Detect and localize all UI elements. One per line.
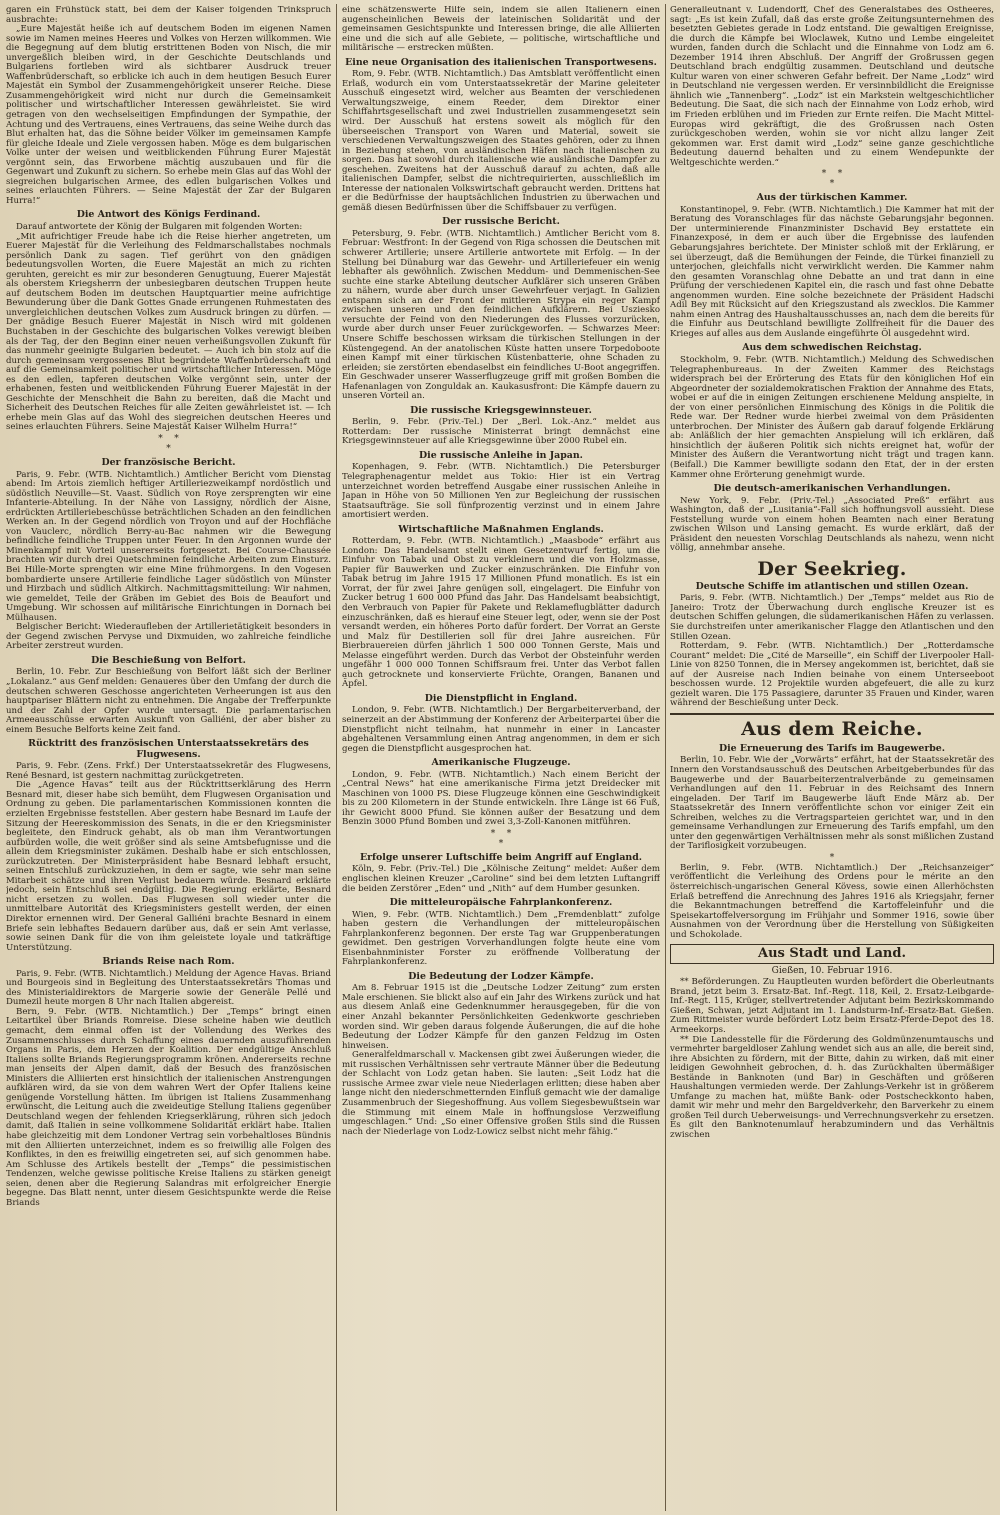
article-paragraph: Rotterdam, 9. Febr. (WTB. Nichtamtlich.) Der „Rotterdamsche Courant“ meldet: Die „Cité de Marseille“, ein Schiff der Liverpooler Hall-Linie von 8250 Tonnen, die in Mersey angekommen ist, berichtet, daß sie auf der Ausreise nach Indien beinahe von einem Unterseeboot beschossen wurde. 12 Projektile wurden abgefeuert, die alle zu kurz gezielt waren. Die 175 Passagiere, darunter 35 Frauen und Kinder, waren während der Beschießung unter Deck. xyxy=(670,641,994,709)
article-paragraph: Rom, 9. Febr. (WTB. Nichtamtlich.) Das Amtsblatt veröffentlicht einen Erlaß, wodurch ein vom Unterstaatssekretär der Marine geleiteter Ausschuß eingesetzt wird, welcher aus Beamten der verschiedenen Verwaltungszweige, einem Reeder, dem Direktor einer Schiffahrtsgesellschaft und zwei Industriellen zusammengesetzt sein wird. Der Ausschuß hat erstens soweit als möglich für den überseeischen Transport von Waren und Material, soweit sie verschiedenen Verwaltungszweigen des Staates gehören, oder zu ihnen in Beziehung stehen, von ausländischen Häfen nach italienischen zu sorgen. Das hat sowohl durch italienische wie ausländische Dampfer zu geschehen. Zweitens hat der Ausschuß darauf zu achten, daß alle italienischen Dampfer, selbst die nichtrequirierten, ausschließlich im Interesse der nationalen Volkswirtschaft gebraucht werden. Drittens hat er die Bedürfnisse der hauptsächlichen Industrien zu überwachen und gemäß diesen Bedürfnissen über die Schiffsbauer zu verfügen. xyxy=(342,69,660,213)
headline: Wirtschaftliche Maßnahmen Englands. xyxy=(398,523,604,535)
article-paragraph: Berlin, 10. Febr. Zur Beschießung von Belfort läßt sich der Berliner „Lokalanz.“ aus Genf melden: Genaueres über den Umfang der durch die deutschen schweren Geschosse angerichteten Verheerungen ist aus den hauptpariser Blättern nicht zu entnehmen. Die Angabe der Trefferpunkte und der Zahl der Opfer wurde untersagt. Die parlamentarischen Armeeausschüsse erwarten Auskunft von Galliéni, der aber bisher zu einem Besuche Belforts keine Zeit fand. xyxy=(6,667,331,735)
article-paragraph: garen ein Frühstück statt, bei dem der Kaiser folgenden Trinkspruch ausbrachte: xyxy=(6,6,331,25)
article-paragraph: New York, 9. Febr. (Priv.-Tel.) „Associated Preß“ erfährt aus Washington, daß der „Lusitania“-Fall sich hoffnungsvoll aussieht. Diese Feststellung wurde von einem hohen Beamten nach einer Beratung zwischen Wilson und Lansing gemacht. Es wurde erklärt, daß der Präsident den neuesten Vorschlag Deutschlands als nahezu, wenn nicht völlig, annehmbar ansehe. xyxy=(670,495,994,554)
headline: Briands Reise nach Rom. xyxy=(102,956,235,968)
separator-stars: * * * xyxy=(821,169,843,190)
article-paragraph: Stockholm, 9. Febr. (WTB. Nichtamtlich.) Meldung des Schwedischen Telegraphenbureaus. In der Zweiten Kammer des Reichstags widersprach bei der Erörterung des Etats für den königlichen Hof ein Abgeordneter der sozialdemokratischen Fraktion der Annahme des Etats, wobei er auf die in einigen Zeitungen erschienene Meldung anspielte, in der von einer persönlichen Einmischung des Königs in die Politik die Rede war. Der Redner wurde hierbei zweimal von dem Präsidenten unterbrochen. Der Minister des Äußern gab darauf folgende Erklärung ab: Anläßlich der hier gemachten Anspielung will ich erklären, daß hinsichtlich der äußeren Politik sich nichts ereignet hat, wofür der Minister des Äußern die Verantwortung nicht trägt und tragen kann. (Beifall.) Die Kammer bewilligte sodann den Etat, der in der ersten Kammer ohne Erörterung genehmigt wurde. xyxy=(670,354,994,480)
article-paragraph: Wien, 9. Febr. (WTB. Nichtamtlich.) Dem „Fremdenblatt“ zufolge haben gestern die Verhandlungen der mitteleuropäischen Fahrplankonferenz begonnen. Der erste Tag war Gruppenberatungen gewidmet. Den gestrigen Vorverhandlungen folgte heute eine vom Eisenbahnminister Forster zu eröffnende Vollberatung der Fahrplankonferenz. xyxy=(342,909,660,968)
column-right xyxy=(670,6,994,1511)
article-paragraph: London, 9. Febr. (WTB. Nichtamtlich.) Der Bergarbeiterverband, der seinerzeit an der Abstimmung der Konferenz der Arbeiterpartei über die Dienstpflicht nicht teilnahm, hat nunmehr in einer in Lancaster abgehaltenen Versammlung einen Antrag angenommen, in dem er sich gegen die Dienstpflicht ausgesprochen hat. xyxy=(342,705,660,754)
headline: Die Antwort des Königs Ferdinand. xyxy=(76,209,261,221)
headline: Die Bedeutung der Lodzer Kämpfe. xyxy=(408,970,594,982)
separator-stars: * * * xyxy=(490,828,512,849)
article-paragraph: Darauf antwortete der König der Bulgaren mit folgenden Worten: xyxy=(16,221,303,232)
article-paragraph: Paris, 9. Febr. (Zens. Frkf.) Der Unterstaatssekretär des Flugwesens, René Besnard, ist gestern nachmittag zurückgetreten. xyxy=(6,761,331,781)
article-paragraph: London, 9. Febr. (WTB. Nichtamtlich.) Nach einem Bericht der „Central News“ hat eine amerikanische Firma jetzt Dreidecker mit Maschinen von 1000 PS. Diese Flugzeuge können eine Geschwindigkeit bis zu 200 Kilometern in der Stunde entwickeln. Ihre Länge ist 66 Fuß, ihr Gewicht 8000 Pfund. Sie können außer der Besatzung und dem Benzin 3000 Pfund Bomben und zwei 3,3-Zoll-Kanonen mitführen. xyxy=(342,769,660,828)
article-paragraph: „Mit aufrichtiger Freude habe ich die Reise hierher angetreten, um Euerer Majestät für die Verleihung des Feldmarschallstabes nochmals persönlich Dank zu sagen. Tief gerührt von den gnädigen bedeutungsvollen Worten, die Euere Majestät an mich zu richten geruhten, gereicht es mir zur besonderen Genugtuung, Euerer Majestät als oberstem Kriegsherrn der unbesiegbaren deutschen Truppen heute auf deutschem Boden im deutschen Hauptquartier meine aufrichtige Bewunderung über die Dank Gottes Gnade errungenen Ruhmestaten des unvergleichlichen deutschen Volkes zum Ausdruck bringen zu dürfen. — Der gnädige Besuch Euerer Majestät in Nisch wird mit goldenen Buchstaben in der Geschichte des bulgarischen Volkes verewigt bleiben als der Tag, der den Beginn einer neuen verheißungsvollen Zukunft für das nunmehr geeinigte Bulgarien bedeutet. — Auch ich bin stolz auf die durch gemeinsam vergossenes Blut begründete Waffenbrüderschaft und auf die Gemeinsamkeit politischer und wirtschaftlicher Interessen. Möge es den edlen, tapferen deutschen Volke vergönnt sein, unter der erhabenen, festen und weitblickenden Führung Euerer Majestät in der Geschichte der Menschheit die Bahn zu bereiten, daß die Macht und Sicherheit des Deutschen Reiches für alle Zeiten gewährleistet ist. — Ich erhebe mein Glas auf das Wohl des siegreichen deutschen Heeres und seines erlauchten Führers. Seine Majestät Kaiser Wilhelm Hurra!“ xyxy=(6,231,331,433)
article-paragraph: ** Die Landesstelle für die Förderung des Goldmünzenumtauschs und vermehrter bargeldloser Zahlung wendet sich aus an alle, die bereit sind, ihre Absichten zu fördern, mit der Bitte, dahin zu wirken, daß mit einer leidigen Gewohnheit gebrochen, d. h. das Zurückhalten übermäßiger Bestände in Banknoten (und Bar) in Geschäften und größeren Haushaltungen vermieden werde. Der Zahlungs-Verkehr ist in größerem Umfange zu machen hat, müßte Bank- oder Postscheckkonto haben, damit wir mehr und mehr den Bargeldverkehr, den Barverkehr zu einem großen Teil durch Ueberweisungs- und Verrechnungsverkehr zu ersetzen. Es gilt den Banknotenumlauf herabzumindern und das Verhältnis zwischen xyxy=(670,1034,994,1140)
article-paragraph: Berlin, 9. Febr. (WTB. Nichtamtlich.) Der „Reichsanzeiger“ veröffentlicht die Verleihung des Ordens pour le mérite an den österreichisch-ungarischen General Kövess, sowie einen Allerhöchsten Erlaß betreffend die Anrechnung des Jahres 1916 als Kriegsjahr, ferner die Bekanntmachungen betreffend die Kartoffeleinfuhr und die Speisekartoffelversorgung im Frühjahr und Sommer 1916, sowie über Ausnahmen von der Verordnung über die Herstellung von Süßigkeiten und Schokolade. xyxy=(670,862,994,940)
headline: Die mitteleuropäische Fahrplankonferenz. xyxy=(389,897,613,909)
article-paragraph: ** Beförderungen. Zu Hauptleuten wurden befördert die Oberleutnants Brand, jetzt beim 3. Ersatz-Bat. Inf.-Regt. 118, Keil, 2. Ersatz-Leibgarde-Inf.-Regt. 115, Krüger, stellvertretender Adjutant beim Bezirkskommando Gießen, Schwan, jetzt Adjutant im 1. Landsturm-Inf.-Ersatz-Bat. Gießen. Zum Rittmeister wurde befördert Lotz beim Ersatz-Pferde-Depot des 18. Armeekorps. xyxy=(670,977,994,1035)
headline: Eine neue Organisation des italienischen Transportwesens. xyxy=(345,56,657,68)
article-paragraph: eine schätzenswerte Hilfe sein, indem sie allen Italienern einen augenscheinlichen Beweis der lateinischen Solidarität und der gemeinsamen Gesichtspunkte und Interessen bringe, die alle Alliierten eine und die sich auf alle Gebiete, — politische, wirtschaftliche und militärische — erstrecken müßten. xyxy=(342,6,660,54)
headline: Die russische Anleihe in Japan. xyxy=(419,449,583,461)
article-paragraph: Paris, 9. Febr. (WTB. Nichtamtlich.) Der „Temps“ meldet aus Rio de Janeiro: Trotz der Überwachung durch englische Kreuzer ist es deutschen Schiffen gelungen, die südamerikanischen Häfen zu verlassen. Sie durchstreifen unter amerikanischer Flagge den Atlantischen und den Stillen Ozean. xyxy=(670,593,994,642)
article-paragraph: Generalleutnant v. Ludendorff, Chef des Generalstabes des Ostheeres, sagt: „Es ist kein Zufall, daß das erste große Zeitungsunternehmen des besetzten Gebietes gerade in Lodz entstand. Die gewaltigen Ereignisse, die durch die Kämpfe bei Wloclawek, Kutno und Lembe eingeleitet wurden, fanden durch die Schlacht und die Einnahme von Lodz am 6. Dezember 1914 ihren Abschluß. Der Angriff der Großrussen gegen Deutschland brach endgültig zusammen. Deutschland und deutsche Kultur waren von einer schweren Gefahr befreit. Der Name „Lodz“ wird in Deutschland nie vergessen werden. Er versinnbildlicht die Ereignisse ähnlich wie „Tannenberg“. „Lodz“ ist ein Markstein weltgeschichtlicher Bedeutung. Die Saat, die sich nach der Einnahme von Lodz erhob, wird im Frieden erblühen und im Frieden zur Ernte reifen. Die Macht Mittel-Europas wird gekräftigt, die des Großrussen nach Osten zurückgeschoben werden, wohin sie vor nicht allzu langer Zeit gekommen war. Erst damit wird „Lodz“ seine ganze geschichtliche Bedeutung dauernd behalten und zu einem Wendepunkte der Weltgeschichte werden.“ xyxy=(670,6,994,168)
section-heading-reich: Aus dem Reiche. xyxy=(670,713,994,740)
headline: Aus dem schwedischen Reichstag. xyxy=(742,342,922,354)
headline: Die Erneuerung des Tarifs im Baugewerbe. xyxy=(718,742,946,754)
article-paragraph: Konstantinopel, 9. Febr. (WTB. Nichtamtlich.) Die Kammer hat mit der Beratung des Voranschlages für das nächste Gebarungsjahr begonnen. Der unterminierende Finanzminister Dschavid Bey erstattete ein Finanzexposé, in dem er auch über die Ergebnisse des laufenden Gebarungsjahres berichtete. Der Minister schloß mit der Erklärung, er sei überzeugt, daß die Bemühungen der Feinde, die Türkei finanziell zu unterjochen, gleichfalls nicht verwirklicht werden. Die Kammer nahm den gesamten Voranschlag ohne Debatte an und trat dann in eine Prüfung der verschiedenen Kapitel ein, die rasch und fast ohne Debatte angenommen wurden. Eine solche bezeichnete der Präsident Hadschi Adil Bey mit Rücksicht auf den Kriegszustand als zwecklos. Die Kammer nahm einen Antrag des Haushaltausschusses an, nach dem die bereits für die Einfuhr aus Deutschland bewilligte Zollfreiheit für die Dauer des Krieges auf alles aus dem Auslande eingeführte Öl ausgedehnt wird. xyxy=(670,204,994,339)
dateline: Gießen, 10. Februar 1916. xyxy=(771,966,893,977)
column-middle xyxy=(342,6,660,1511)
article-paragraph: Paris, 9. Febr. (WTB. Nichtamtlich.) Meldung der Agence Havas. Briand und Bourgeois sind in Begleitung des Unterstaatssekretärs Thomas und des Ministerialdirektors de Margerie sowie der Generäle Pellé und Dumezil heute morgen 8 Uhr nach Italien abgereist. xyxy=(6,968,331,1008)
article-paragraph: Bern, 9. Febr. (WTB. Nichtamtlich.) Der „Temps“ bringt einen Leitartikel über Briands Romreise. Diese scheine haben wie deutlich gemacht, dem einmal offen ist der Vollendung des Werkes des Zusammenschlusses durch Schaffung eines dauernden auszuführenden Organs in Paris, dem Herzen der Koalition. Der endgültige Anschluß Italiens sollte Briands Regierungsprogramm krönen. Andererseits rechne man jenseits der Alpen damit, daß der Besuch des französischen Ministers die Alliierten erst hinsichtlich der italienischen Anstrengungen aufklären wird, da sie von dem wahren Wert der Opfer Italiens keine genügende Vorstellung hätten. Im übrigen ist Italiens Zusammenhang erwünscht, die Leitung auch die zweideutige Stellung Italiens gegenüber Deutschland wegen der fehlenden Kriegserklärung, rühren sich jedoch damit, daß Italien in seine vollkommene Solidarität erklärt habe. Italien habe gleichzeitig mit dem Londoner Vertrag sein vorbehaltloses Bündnis mit den Alliierten unterzeichnet, indem es so freiwillig alle Folgen des Konfliktes, in den es freiwillig eingetreten sei, auf sich genommen habe. Am Schlusse des Artikels bestellt der „Temps“ die pessimistischen Tendenzen, welche gewisse politische Kreise Italiens zu stärken geneigt seien, denen aber die Regierung Salandras mit erfolgreicher Energie begegne. Das Blatt nennt, unter diesem Gesichtspunkte werde die Reise Briands xyxy=(6,1006,331,1208)
headline: Die Beschießung von Belfort. xyxy=(91,654,246,666)
article-paragraph: Die „Agence Havas“ teilt aus der Rücktrittserklärung des Herrn Besnard mit, dieser habe sich bemüht, dem Flugwesen Organisation und Ordnung zu geben. Die parlamentarischen Kommissionen konnten die erzielten Ergebnisse feststellen. Aber gestern habe Besnard im Laufe der Sitzung der Heereskommission des Senats, in die er den Kriegsminister begleitete, den Eindruck gehabt, als ob man ihm Verantwortungen aufbürden wolle, die weit größer sind als seine Amtsbefugnisse und die allein dem Kriegsminister zukämen. Deshalb habe er sich entschlossen, zurückzutreten. Der Ministerpräsident habe Besnard lebhaft ersucht, seinen Entschluß zurückzuziehen, in dem er sagte, wie sehr man seine Mitarbeit schätze und ihren Verlust bedauern würde. Besnard erklärte jedoch, sein Entschluß sei endgültig. Die Regierung erklärte, Besnard nicht ersetzen zu wollen. Das Flugwesen soll wieder unter die unmittelbare Autorität des Kriegsministers gestellt werden, der einen Direktor ernennen wird. Der General Galliéni brachte Besnard in einem Briefe sein lebhaftes Bedauern darüber aus, daß er sein Amt verlasse, sowie seinen Dank für die von ihm geleistete loyale und tatkräftige Unterstützung. xyxy=(6,780,331,953)
headline: Die Dienstpflicht in England. xyxy=(424,692,578,704)
article-paragraph: Berlin, 10. Febr. Wie der „Vorwärts“ erfährt, hat der Staatssekretär des Innern den Vorstandsausschuß des Deutschen Arbeitgeberbundes für das Baugewerbe und der Bauarbeiterzentralverbände zu gemeinsamen Verhandlungen auf den 11. Februar in des Reichsamt des Innern eingeladen. Der Tarif im Baugewerbe läuft Ende März ab. Der Staatssekretär des Innern veröffentlichte schon vor einiger Zeit ein Schreiben, welches zu die Vertragsparteien gerichtet war, und in den gemeinsame Verhandlungen zur Erneuerung des Tarifs empfahl, um den unter den gegenwärtigen Verhältnissen mehr als sonst mißlichen Zustand der Tariflosigkeit vorzubeugen. xyxy=(670,755,994,852)
section-subheading: Deutsche Schiffe im atlantischen und stillen Ozean. xyxy=(695,580,969,592)
section-heading-stadt-land: Aus Stadt und Land. xyxy=(670,944,994,964)
headline: Der französische Bericht. xyxy=(101,457,236,469)
article-paragraph: Köln, 9. Febr. (Priv.-Tel.) Die „Kölnische Zeitung“ meldet: Außer dem englischen kleinen Kreuzer „Caroline“ sind bei dem letzten Luftangriff die beiden Zerstörer „Eden“ und „Nith“ auf dem Humber gesunken. xyxy=(342,864,660,894)
article-paragraph: Belgischer Bericht: Wiederaufleben der Artillerietätigkeit besonders in der Gegend zwischen Pervyse und Dixmuiden, wo zahlreiche feindliche Arbeiter zerstreut wurden. xyxy=(6,622,331,652)
headline: Erfolge unserer Luftschiffe beim Angriff auf England. xyxy=(359,851,643,863)
section-heading-seekrieg: Der Seekrieg. xyxy=(757,557,907,580)
headline: Amerikanische Flugzeuge. xyxy=(431,757,571,769)
article-paragraph: Petersburg, 9. Febr. (WTB. Nichtamtlich.) Amtlicher Bericht vom 8. Februar: Westfront: In der Gegend von Riga schossen die Deutschen mit schwerer Artillerie; unsere Artillerie antwortete mit Erfolg. — In der Stellung bei Dünaburg war das Gewehr- und Artilleriefeuer ein wenig lebhafter als gewöhnlich. Zwischen Meddum- und Demmenischen-See suchte eine starke Abteilung deutscher Aufklärer sich unseren Gräben zu nähern, wurde aber durch unser Gewehrfeuer verjagt. In Galizien entspann sich an der Front der mittleren Strypa ein reger Kampf zwischen unseren und den feindlichen Aufklärern. Bei Usziesko versuchte der Feind von den Niederungen des Flusses vorzurücken, wurde aber durch unser Feuer zurückgeworfen. — Schwarzes Meer: Unsere Schiffe beschossen wirksam die türkischen Stellungen in der Küstengegend. An der anatolischen Küste hatten unsere Torpedoboote einen Kampf mit einer türkischen Küstenbatterie, ohne Schaden zu erleiden; sie zerstörten ebendaselbst ein feindliches U-Boot angegriffen. Ein Geschwader unserer Wasserflugzeuge griff mit großen Bomben die Hafenanlagen von Zonguldak an. Kaukasusfront: Die Kämpfe dauern zu unseren Vorteil an. xyxy=(342,228,660,402)
article-paragraph: Rotterdam, 9. Febr. (WTB. Nichtamtlich.) „Maasbode“ erfährt aus London: Das Handelsamt stellt einen Gesetzentwurf fertig, um die Einfuhr von Tabak und Obst zu verkleinern und die von Holzmasse, Papier für Bauwerken und Zucker einzuschränken. Die Einfuhr von Tabak betrug im Jahre 1915 17 Millionen Pfund monatlich. Es ist ein Vorrat, der für zwei Jahre genügen soll, eingelagert. Die Einfuhr von Zucker betrug 1 600 000 Pfund das Jahr. Das Handelsamt beabsichtigt, den Verbrauch von Papier für Pakete und Reklameflugblätter dadurch einzuschränken, daß es hierauf eine Steuer legt, oder, wenn sie der Post versandt werden, ein höheres Porto dafür fordert. Der Vorrat an Gerste und Malz für Destillerien soll für drei Jahre ausreichen. Für Bierbrauereien dürfen jährlich 1 500 000 Tonnen Gerste, Mais und Melasse eingeführt werden. Durch das Verbot der Obsteinfuhr werden ungefähr 1 000 000 Tonnen Schiffsraum frei. Unter das Verbot fallen auch getrocknete und konservierte Früchte, Orangen, Bananen und Äpfel. xyxy=(342,536,660,690)
headline: Der russische Bericht. xyxy=(442,216,560,228)
article-paragraph: Berlin, 9. Febr. (Priv.-Tel.) Der „Berl. Lok.-Anz.“ meldet aus Rotterdam: Der russische Ministerrat bringt demnächst eine Kriegsgewinnsteuer auf alle Kriegsgewinne über 2000 Rubel ein. xyxy=(342,417,660,447)
article-paragraph: Kopenhagen, 9. Febr. (WTB. Nichtamtlich.) Die Petersburger Telegraphenagentur meldet aus Tokio: Hier ist ein Vertrag unterzeichnet worden betreffend Ausgabe einer russischen Anleihe in Japan in Höhe von 50 Millionen Yen zur Begleichung der russischen Staatsaufträge. Sie soll fünfprozentig verzinst und in einem Jahre amortisiert werden. xyxy=(342,462,660,521)
article-paragraph: „Eure Majestät heiße ich auf deutschem Boden im eigenen Namen sowie im Namen meines Heeres und Volkes von Herzen willkommen. Wie die Begegnung auf dem blutig erstrittenen Boden von Nisch, die mir unvergeßlich bleiben wird, in der Geschichte Deutschlands und Bulgariens fortleben wird als sichtbarer Ausdruck treuer Waffenbrüderschaft, so erblicke ich auch in dem heutigen Besuch Eurer Majestät ein Symbol der Zusammengehörigkeit unserer Reiche. Diese Zusammengehörigkeit wird nicht nur durch die Gemeinsamkeit politischer und wirtschaftlicher Interessen gewährleistet. Sie wird getragen von den wechselseitigen Empfindungen der Sympathie, der Achtung und des Vertrauens, eines Vertrauens, das seine Weihe durch das Blut erhalten hat, das die Söhne beider Völker im gemeinsamen Kampfe für gleiche Ideale und Ziele vergossen haben. Möge es dem bulgarischen Volke unter der weisen und weitblickenden Führung Eurer Majestät vergönnt sein, das Erworbene mächtig auszubauen und für die Gegenwart und Zukunft zu sichern. So erhebe mein Glas auf das Wohl der siegreichen bulgarischen Armee, des edlen bulgarischen Volkes und seines erlauchten Führers. — Seine Majestät der Zar der Bulgaren Hurra!“ xyxy=(6,24,331,206)
separator-stars: * * * xyxy=(158,434,179,455)
headline: Aus der türkischen Kammer. xyxy=(756,192,908,204)
separator-stars: * xyxy=(829,852,835,863)
headline: Rücktritt des französischen Unterstaatssekretärs des Flugwesens. xyxy=(28,738,309,760)
article-paragraph: Am 8. Februar 1915 ist die „Deutsche Lodzer Zeitung“ zum ersten Male erschienen. Sie blickt also auf ein Jahr des Wirkens zurück und hat aus diesem Anlaß eine Gedenknummer herausgegeben, für die von einer Anzahl bekannter Persönlichkeiten Gedenkworte geschrieben worden sind. Wir geben daraus folgende Äußerungen, die auf die hohe Bedeutung der Lodzer Kämpfe für den ganzen Feldzug im Osten hinweisen. xyxy=(342,983,660,1051)
article-paragraph: Generalfeldmarschall v. Mackensen gibt zwei Äußerungen wieder, die mit russischen Verhältnissen sehr vertraute Männer über die Bedeutung der Schlacht von Lodz getan haben. Sie lauten: „Seit Lodz hat die russische Armee zwar viele neue Niederlagen erlitten; diese haben aber lange nicht den niederschmetternden Einfluß gemacht wie der damalige Zusammenbruch der Siegeshoffnung. Aus vollem Siegesbewußtsein war die Stimmung mit einem Male in hoffnungslose Verzweiflung umgeschlagen.“ Und: „So einer Offensive großen Stils sind die Russen nach der Niederlage von Lodz-Lowicz selbst nicht mehr fähig.“ xyxy=(342,1050,660,1137)
headline: Die deutsch-amerikanischen Verhandlungen. xyxy=(713,483,951,495)
headline: Die russische Kriegsgewinnsteuer. xyxy=(410,404,592,416)
column-rule-right xyxy=(665,4,666,1511)
column-rule-left xyxy=(336,4,337,1511)
article-paragraph: Paris, 9. Febr. (WTB. Nichtamtlich.) Amtlicher Bericht vom Dienstag abend: Im Artois ziemlich heftiger Artilleriezweikampf nordöstlich und südöstlich Neuville—St. Vaast. Südlich von Roye zersprengten wir eine Infanterie-Abteilung. In der Nähe von Lassigny, nördlich der Aisne, erdrückten Artilleriebeschüsse beträchtlichen Schaden an den feindlichen Werken an. In der Gegend nördlich von Troyon und auf der Hochfläche von Vauclerc, nördlich Berry-au-Bac nahmen wir die Bewegung befindliche feindliche Truppen unter Feuer. In den Argonnen wurde der Minenkampf mit Vorteil unsererseits fortgesetzt. Bei Course-Chaussée brachten wir durch drei Quetschminen feindliche Arbeiten zum Einsturz. Bei Hille-Morte sprengten wir eine Mine frühmorgens. In den Vogesen bombardierte unsere Artillerie feindliche Lager südöstlich von Münster und Hirzbach und südlich Altkirch. Nachmittagsmitteilung: Wir nahmen, wie gemeldet, Teile der Gräben im Gebiet des Bois de Beaufort und Umgebung. Wir schossen auf militärische Einrichtungen in Dornach bei Mülhausen. xyxy=(6,469,331,623)
column-left xyxy=(6,6,331,1511)
